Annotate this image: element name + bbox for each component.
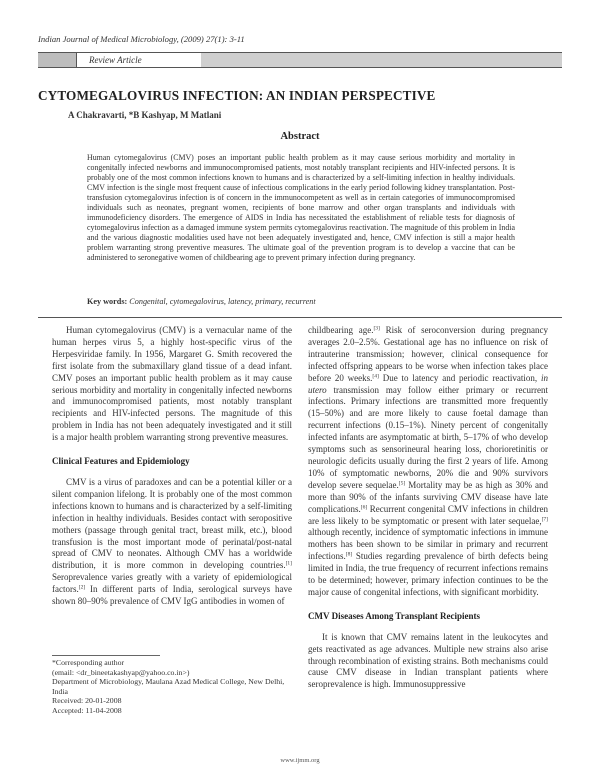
text-run: Studies regarding prevalence of birth defects being limited in India, the true frequency of recurrent infections remains to be determined; however, primary infection continues to be the major cause of congenital infections, with significant morbidity.	[308, 551, 548, 597]
abstract-heading: Abstract	[280, 131, 320, 142]
keywords-text: Congenital, cytomegalovirus, latency, primary, recurrent	[129, 297, 316, 306]
keywords-label: Key words:	[87, 297, 128, 306]
received-date: Received: 20-01-2008	[52, 696, 122, 706]
intro-paragraph: Human cytomegalovirus (CMV) is a vernacular name of the human herpes virus 5, a highly host-specific virus of the Herpesviridae family. In 1956, Margaret G. Smith recovered the first isolate from the submaxillary gland tissue of a dead infant. CMV poses an important public health problem as it may cause serious morbidity and mortality in congenitally infected newborns and immunocompromised patients, most notably transplant recipients and HIV-infected persons. The magnitude of this problem in India has not been adequately investigated and it still is a major health problem warranting strong preventive measures.	[52, 325, 292, 443]
citation-ref: [2]	[78, 584, 86, 591]
section-divider	[38, 317, 562, 318]
text-run: Mortality may be as high as 30% and more than 90% of the infants surviving CMV disease have late complications.	[308, 479, 548, 514]
corresponding-email: (email: <dr_bineetakashyap@yahoo.co.in>)	[52, 667, 190, 677]
footnote-divider	[52, 655, 160, 656]
text-run: Due to latency and periodic reactivation,	[378, 372, 541, 383]
citation-ref: [8]	[345, 551, 353, 558]
article-type-label: Review Article	[76, 53, 202, 67]
text-run: Seroprevalence varies greatly with a variety of epidemiological factors.	[52, 572, 292, 595]
text-run: transmission may follow either primary or recurrent infections. Primary infections are transmitted more frequently (15–50%) and are more likely to cause foetal damage than recurrent infections (0.15–1%). Ninety percent of congenitally infected infants are asymptomatic at birth, 5–17% of who develop symptoms such as sensorineural hearing loss, chorioretinitis or neurologic deficits usually during the first 2 years of life. Among 10% of symptomatic newborns, 20% die and 90% survivors develop severe sequelae.	[308, 384, 548, 490]
article-type-bar-left-fill	[38, 53, 76, 67]
article-type-bar	[38, 52, 562, 68]
author-department: Department of Microbiology, Maulana Azad Medical College, New Delhi, India	[52, 677, 285, 696]
text-run: childbearing age.	[308, 325, 374, 335]
text-run-italic: in utero	[308, 372, 548, 395]
footnote	[52, 658, 292, 716]
text-run: Risk of seroconversion during pregnancy averages 2.0–2.5%. Gestational age has no influence on risk of intrauterine transmission; however, clinical consequence for infected offspring appears to be worse when infection takes place before 20 weeks.	[308, 325, 548, 383]
transplant-paragraph: It is known that CMV remains latent in the leukocytes and gets reactivated as age advances. Multiple new strains also arise through recombination of existing strains. Both mechanisms could cause CMV disease in Indian transplant patients where seroprevalence is high. Immunosuppressive	[308, 631, 548, 690]
corresponding-author: *Corresponding author	[52, 658, 125, 667]
keywords	[87, 297, 316, 306]
text-run: CMV is a virus of paradoxes and can be a potential killer or a silent companion lifelong. It is probably one of the most common infections known to humans and is characterized by a self-limiting infection in healthy individuals. Besides contact with seropositive mothers (passage through genital tract, breast milk, etc.), blood transfusion is the most important mode of perinatal/post-natal spread of CMV to neonates. Although CMV has a worldwide distribution, it is more common in developing countries.	[52, 476, 292, 571]
text-run: although recently, incidence of symptomatic infections in immune mothers has been shown to be similar in primary and recurrent infections.	[308, 527, 548, 562]
text-run: In different parts of India, serological surveys have shown 80–90% prevalence of CMV IgG antibodies in women of	[52, 584, 292, 607]
clinical-paragraph	[52, 477, 292, 608]
continued-paragraph	[308, 325, 548, 599]
text-run: Recurrent congenital CMV infections in children are less likely to be symptomatic or present with later sequelae,	[308, 503, 548, 526]
citation-ref: [7]	[541, 516, 548, 522]
footer-website: www.ijmm.org	[280, 757, 320, 764]
citation-ref: [3]	[373, 325, 380, 332]
body-column-left	[52, 325, 292, 608]
citation-ref: [1]	[285, 560, 292, 567]
abstract-text: Human cytomegalovirus (CMV) poses an important public health problem as it may cause serious morbidity and mortality in congenitally infected newborns and immunocompromised patients, most notably transplant recipients and HIV-infected persons. It is probably one of the most common infections known to humans and is characterized by a self-limiting infection in healthy individuals. CMV infection is the single most frequent cause of infectious complications in the early period following kidney transplantation. Post-transfusion cytomegalovirus infection is of concern in the immunocompetent as well as in certain categories of immunocompromised individuals such as neonates, pregnant women, recipients of bone marrow and other organ transplants and individuals with immunodeficiency disorders. The emergence of AIDS in India has necessitated the establishment of reliable tests for diagnosis of cytomegalovirus infection as a damaged immune system permits cytomegalovirus reactivation. The magnitude of this problem in India and the various diagnostic modalities used have not been adequately investigated and, hence, CMV infection is still a major health problem warranting strong preventive measures. The ultimate goal of the prevention program is to develop a vaccine that can be administered to seronegative women of childbearing age to prevent primary infection during pregnancy.	[87, 153, 515, 263]
section-heading-clinical: Clinical Features and Epidemiology	[52, 456, 190, 467]
article-authors: A Chakravarti, *B Kashyap, M Matlani	[68, 110, 222, 120]
citation-ref: [6]	[360, 504, 368, 511]
article-type-bar-right-fill	[201, 53, 562, 67]
citation-ref: [5]	[398, 480, 406, 487]
journal-citation: Indian Journal of Medical Microbiology, (2009) 27(1): 3-11	[38, 34, 245, 44]
body-column-right	[308, 325, 548, 691]
section-heading-transplant: CMV Diseases Among Transplant Recipients	[308, 610, 481, 621]
accepted-date: Accepted: 11-04-2008	[52, 705, 122, 715]
citation-ref: [4]	[372, 373, 379, 380]
article-title: CYTOMEGALOVIRUS INFECTION: AN INDIAN PERSPECTIVE	[38, 88, 436, 103]
